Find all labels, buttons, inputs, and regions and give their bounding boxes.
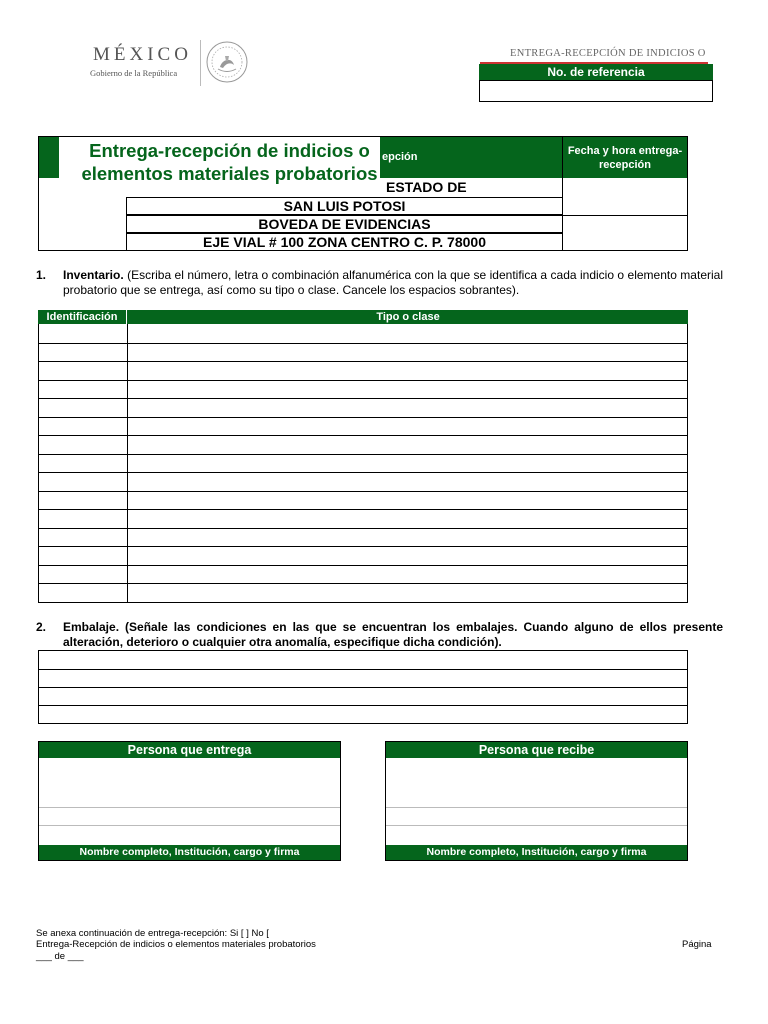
receiving-person-caption: Nombre completo, Institución, cargo y firma bbox=[386, 845, 687, 860]
seal-icon bbox=[206, 41, 248, 83]
annex-checkbox-line[interactable]: Se anexa continuación de entrega-recepción: Si [ ] No [ bbox=[36, 928, 269, 939]
document-title: Entrega-recepción de indicios o elementos materiales probatorios bbox=[81, 140, 378, 184]
receiving-person-header: Persona que recibe bbox=[386, 742, 687, 758]
footer-document-name: Entrega-Recepción de indicios o elementos materiales probatorios bbox=[36, 939, 316, 950]
table-row-line bbox=[39, 491, 687, 492]
table-row-line bbox=[39, 380, 687, 381]
table-row-line bbox=[39, 361, 687, 362]
field-line bbox=[39, 825, 340, 826]
address-line-2: SAN LUIS POTOSI bbox=[126, 197, 563, 215]
logo-divider bbox=[200, 40, 201, 86]
table-row-line bbox=[39, 583, 687, 584]
table-row-line bbox=[39, 343, 687, 344]
table-row-line bbox=[39, 528, 687, 529]
table-row-line bbox=[39, 417, 687, 418]
header-table-col-datetime: Fecha y hora entrega-recepción bbox=[563, 137, 687, 178]
inventory-column-divider bbox=[127, 324, 128, 602]
reference-label: No. de referencia bbox=[479, 64, 713, 80]
field-line bbox=[386, 825, 687, 826]
section-text: Embalaje. (Señale las condiciones en las que se encuentran los embalajes. Cuando alguno de ellos presente alteración, deterioro o cualquier otra anomalía, especifique dicha condición). bbox=[63, 620, 723, 649]
address-line-4: EJE VIAL # 100 ZONA CENTRO C. P. 78000 bbox=[126, 233, 563, 251]
field-line bbox=[39, 807, 340, 808]
field-line bbox=[39, 687, 687, 688]
field-line bbox=[386, 807, 687, 808]
table-row-line bbox=[39, 435, 687, 436]
field-line bbox=[39, 705, 687, 706]
table-row-line bbox=[39, 398, 687, 399]
logo-wordmark: MÉXICO bbox=[93, 44, 192, 65]
inventory-table-header bbox=[38, 310, 688, 324]
section-packaging-instructions bbox=[36, 620, 723, 652]
inventory-table[interactable] bbox=[38, 324, 688, 603]
section-inventory-instructions bbox=[36, 268, 723, 300]
delivering-person-box[interactable] bbox=[38, 741, 341, 861]
header-table-col-reception: epción bbox=[380, 137, 562, 178]
section-title: Inventario. bbox=[63, 268, 124, 282]
table-row-line bbox=[39, 546, 687, 547]
section-text: (Escriba el número, letra o combinación alfanumérica con la que se identifica a cada indicio o elemento material probatorio que se entrega, así como su tipo o clase. Cancele los espacios sobrantes). bbox=[63, 268, 723, 297]
field-line bbox=[39, 669, 687, 670]
header-table-divider bbox=[563, 215, 687, 216]
delivering-person-header: Persona que entrega bbox=[39, 742, 340, 758]
header-table-corner bbox=[39, 137, 59, 178]
reference-number-field[interactable] bbox=[479, 80, 713, 102]
section-number: 2. bbox=[36, 620, 47, 634]
table-row-line bbox=[39, 565, 687, 566]
col-identificacion: Identificación bbox=[46, 311, 118, 323]
receiving-person-box[interactable] bbox=[385, 741, 688, 861]
address-line-3: BOVEDA DE EVIDENCIAS bbox=[126, 215, 563, 233]
logo-subtitle: Gobierno de la República bbox=[90, 68, 178, 78]
table-row-line bbox=[39, 454, 687, 455]
table-row-line bbox=[39, 472, 687, 473]
col-tipo-clase: Tipo o clase bbox=[126, 310, 689, 324]
table-row-line bbox=[39, 509, 687, 510]
delivering-person-caption: Nombre completo, Institución, cargo y firma bbox=[39, 845, 340, 860]
footer-page-label: Página bbox=[682, 939, 712, 950]
reference-header: ENTREGA-RECEPCIÓN DE INDICIOS O bbox=[510, 48, 706, 59]
packaging-notes-field[interactable] bbox=[38, 650, 688, 724]
footer-page-count: ___ de ___ bbox=[36, 951, 84, 962]
section-number: 1. bbox=[36, 268, 47, 282]
address-line-1: ESTADO DE bbox=[386, 178, 562, 197]
